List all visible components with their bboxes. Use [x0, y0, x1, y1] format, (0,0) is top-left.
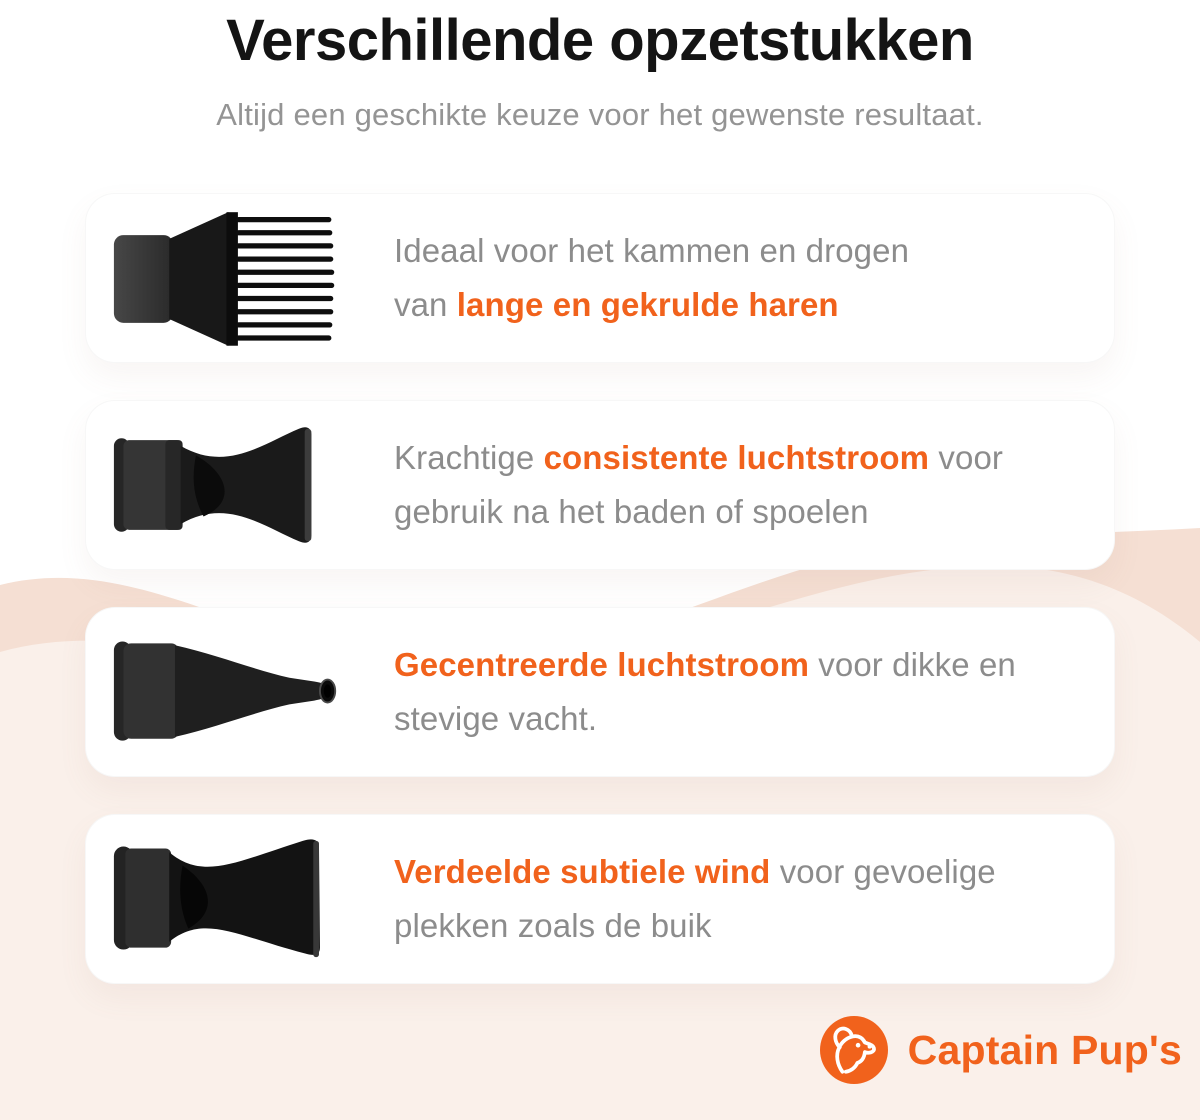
attachment-card-concentrator	[85, 607, 1115, 777]
page-header	[0, 0, 1200, 133]
page-subtitle: Altijd een geschikte keuze voor het gewenste resultaat.	[216, 96, 984, 132]
card-text-highlight: consistente luchtstroom	[543, 439, 930, 477]
dog-head-icon	[820, 1016, 888, 1084]
card-text-after: voor gevoelige plekken zoals de buik	[394, 853, 996, 944]
card-text	[394, 845, 1074, 952]
concentrator-nozzle-image	[86, 617, 386, 767]
card-text-before: Ideaal voor het kammen en drogen van	[394, 232, 910, 323]
attachment-card-flat-nozzle	[85, 400, 1115, 570]
card-text	[394, 224, 959, 331]
card-text	[394, 638, 1074, 745]
card-text-highlight: lange en gekrulde haren	[456, 285, 839, 323]
brand-footer	[820, 1014, 1182, 1086]
attachment-card-wide-nozzle	[85, 814, 1115, 984]
attachment-card-comb	[85, 193, 1115, 363]
wide-flat-nozzle-image	[86, 824, 386, 974]
brand-name: Captain Pup's	[907, 1026, 1182, 1073]
card-text-highlight: Gecentreerde luchtstroom	[394, 646, 810, 684]
flat-nozzle-image	[86, 410, 386, 560]
attachment-cards	[85, 193, 1115, 984]
card-text-before: Krachtige	[394, 439, 544, 477]
card-text-highlight: Verdeelde subtiele wind	[394, 853, 771, 891]
card-text	[394, 431, 1074, 538]
page-title: Verschillende opzetstukken	[226, 8, 974, 73]
card-text-after: voor gebruik na het baden of spoelen	[394, 439, 1003, 530]
comb-attachment-image	[86, 203, 386, 353]
card-text-after: voor dikke en stevige vacht.	[394, 646, 1016, 737]
